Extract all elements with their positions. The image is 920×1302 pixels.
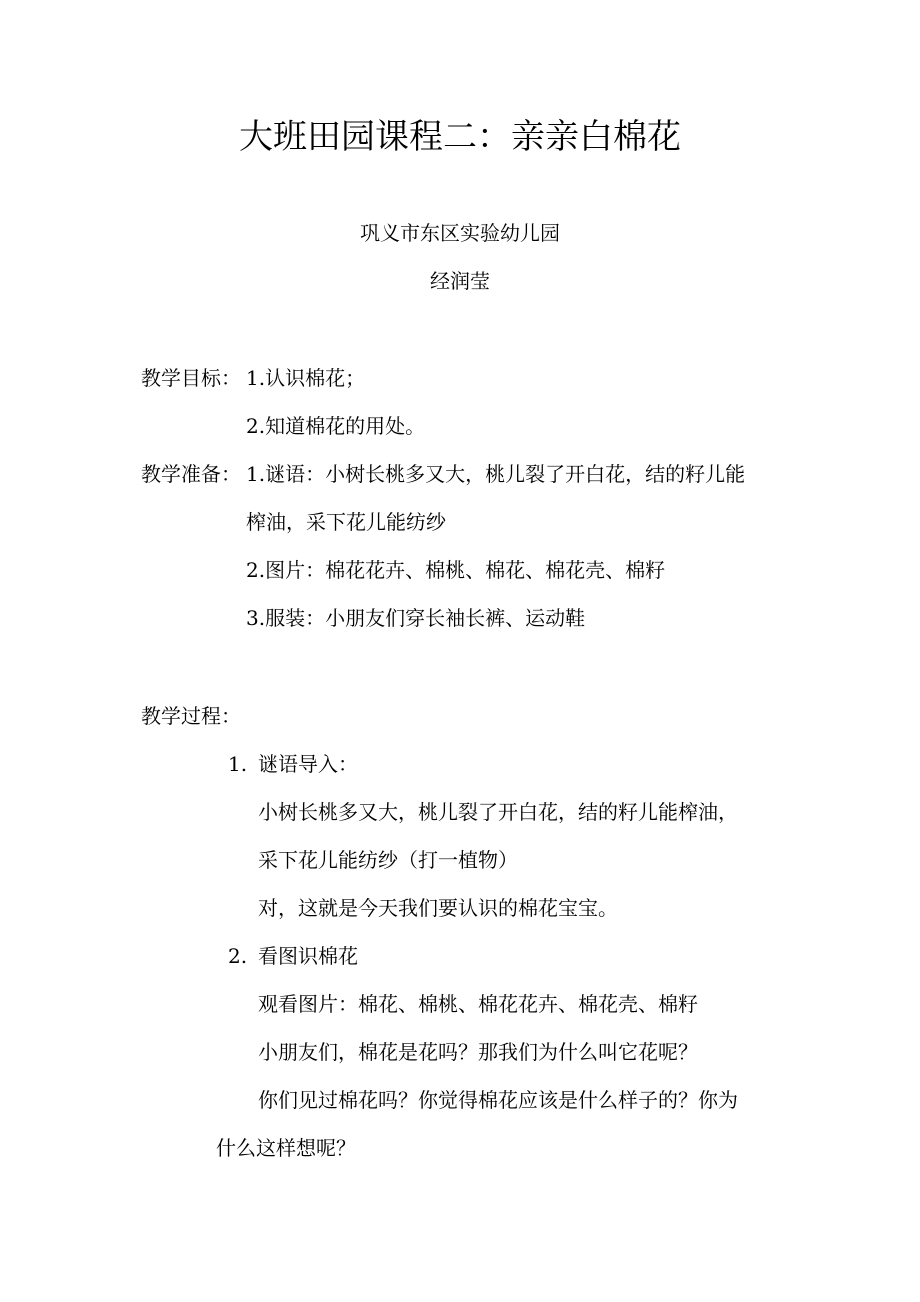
step-heading: 谜语导入： [258, 752, 358, 776]
step-number: 1. [228, 752, 248, 776]
preparation-item: 3.服装：小朋友们穿长袖长裤、运动鞋 [246, 606, 586, 630]
step-number: 2. [228, 944, 248, 968]
step-text: 你们见过棉花吗？你觉得棉花应该是什么样子的？你为 [258, 1088, 738, 1112]
step-text: 小朋友们，棉花是花吗？那我们为什么叫它花呢？ [258, 1040, 698, 1064]
school-name: 巩义市东区实验幼儿园 [360, 221, 560, 245]
goals-label: 教学目标： [141, 366, 241, 390]
step-text-continued: 什么这样想呢？ [216, 1136, 356, 1160]
preparation-item: 2.图片：棉花花卉、棉桃、棉花、棉花壳、棉籽 [246, 558, 666, 582]
preparation-label: 教学准备： [141, 462, 241, 486]
step-text: 采下花儿能纺纱（打一植物） [258, 848, 518, 872]
step-heading: 看图识棉花 [258, 944, 358, 968]
preparation-item: 1.谜语：小树长桃多又大，桃儿裂了开白花，结的籽儿能 [246, 462, 746, 486]
goal-item: 2.知道棉花的用处。 [246, 414, 426, 438]
step-text: 观看图片：棉花、棉桃、棉花花卉、棉花壳、棉籽 [258, 992, 698, 1016]
preparation-item-continued: 榨油，采下花儿能纺纱 [246, 510, 446, 534]
step-text: 对，这就是今天我们要认识的棉花宝宝。 [258, 896, 618, 920]
author-name: 经润莹 [430, 269, 490, 293]
process-label: 教学过程： [141, 704, 241, 728]
goal-item: 1.认识棉花； [246, 366, 366, 390]
step-text: 小树长桃多又大，桃儿裂了开白花，结的籽儿能榨油， [258, 800, 738, 824]
document-title: 大班田园课程二：亲亲白棉花 [239, 117, 681, 157]
